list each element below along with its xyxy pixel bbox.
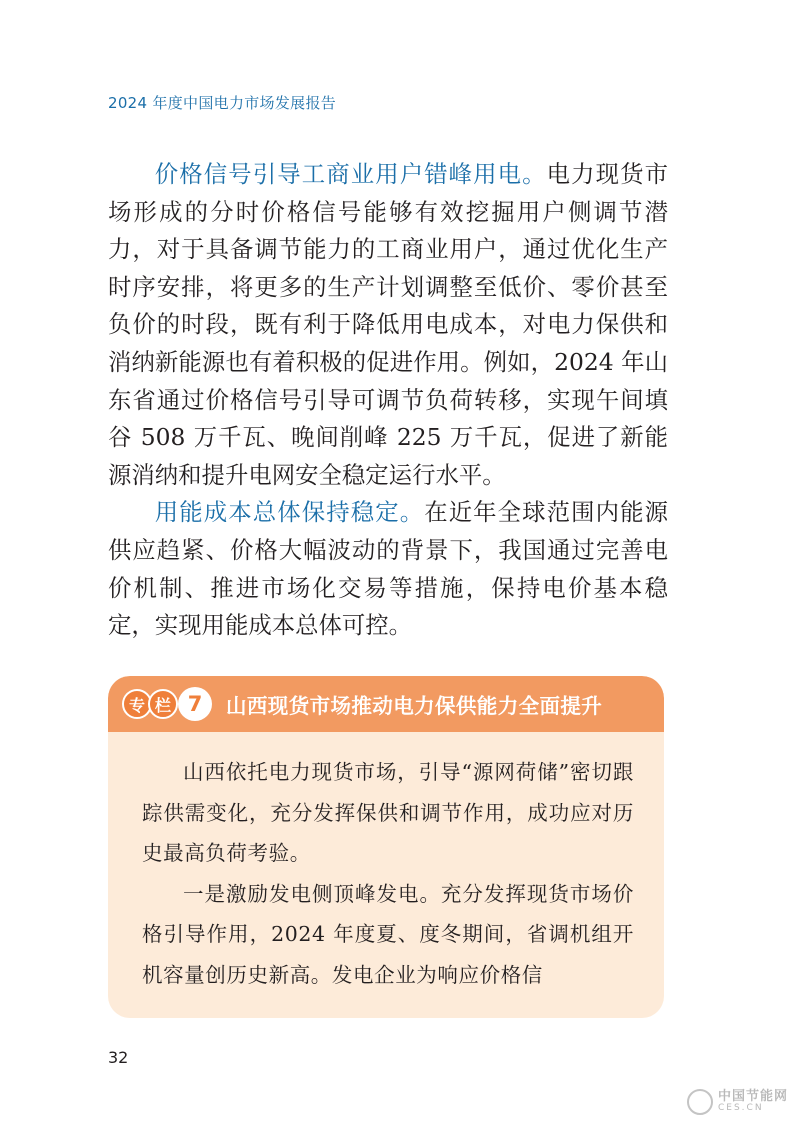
box-header (108, 676, 664, 732)
box-title: 山西现货市场推动电力保供能力全面提升 (226, 694, 603, 718)
watermark-text (718, 1090, 788, 1113)
paragraph-text: 电力现货市场形成的分时价格信号能够有效挖掘用户侧调节潜力，对于具备调节能力的工商业用户，通过优化生产时序安排，将更多的生产计划调整至低价、零价甚至负价的时段，既有利于降低用电成本，对电力保供和消纳新能源也有着积极的促进作用。例如，2024 年山东省通过价格信号引导可调节负荷转移，实现午间填谷 508 万千瓦、晚间削峰 225 万千瓦，促进了新能源消纳和提升电网安全稳定运行水平。 (108, 160, 669, 489)
paragraph-lead: 用能成本总体保持稳定。 (154, 498, 425, 527)
paragraph-lead: 价格信号引导工商业用户错峰用电。 (154, 160, 547, 188)
box-paragraph: 山西依托电力现货市场，引导“源网荷储”密切跟踪供需变化，充分发挥保供和调节作用，成功应对历史最高负荷考验。 (142, 760, 634, 865)
box-tag (122, 687, 212, 721)
body-text (108, 156, 668, 645)
paragraph-text: 在近年全球范围内能源供应趋紧、价格大幅波动的背景下，我国通过完善电价机制、推进市场化交易等措施，保持电价基本稳定，实现用能成本总体可控。 (108, 498, 669, 640)
running-header: 2024 年度中国电力市场发展报告 (108, 94, 337, 112)
paragraph-peak-shifting (108, 156, 668, 494)
box-body (108, 732, 664, 995)
watermark-url: CES.CN (717, 1103, 764, 1114)
tag-char: 栏 (148, 689, 178, 719)
watermark-name: 中国节能网 (717, 1089, 788, 1105)
tag-char: 专 (122, 689, 152, 719)
box-paragraph: 一是激励发电侧顶峰发电。充分发挥现货市场价格引导作用，2024 年度夏、度冬期间，省调机组开机容量创历史新高。发电企业为响应价格信 (142, 881, 634, 987)
page-number: 32 (108, 1048, 129, 1067)
paragraph-cost-stability (108, 494, 668, 644)
sidebar-box (108, 676, 664, 1018)
tag-number: 7 (178, 687, 212, 721)
watermark (687, 1089, 788, 1115)
watermark-logo-icon (687, 1089, 713, 1115)
